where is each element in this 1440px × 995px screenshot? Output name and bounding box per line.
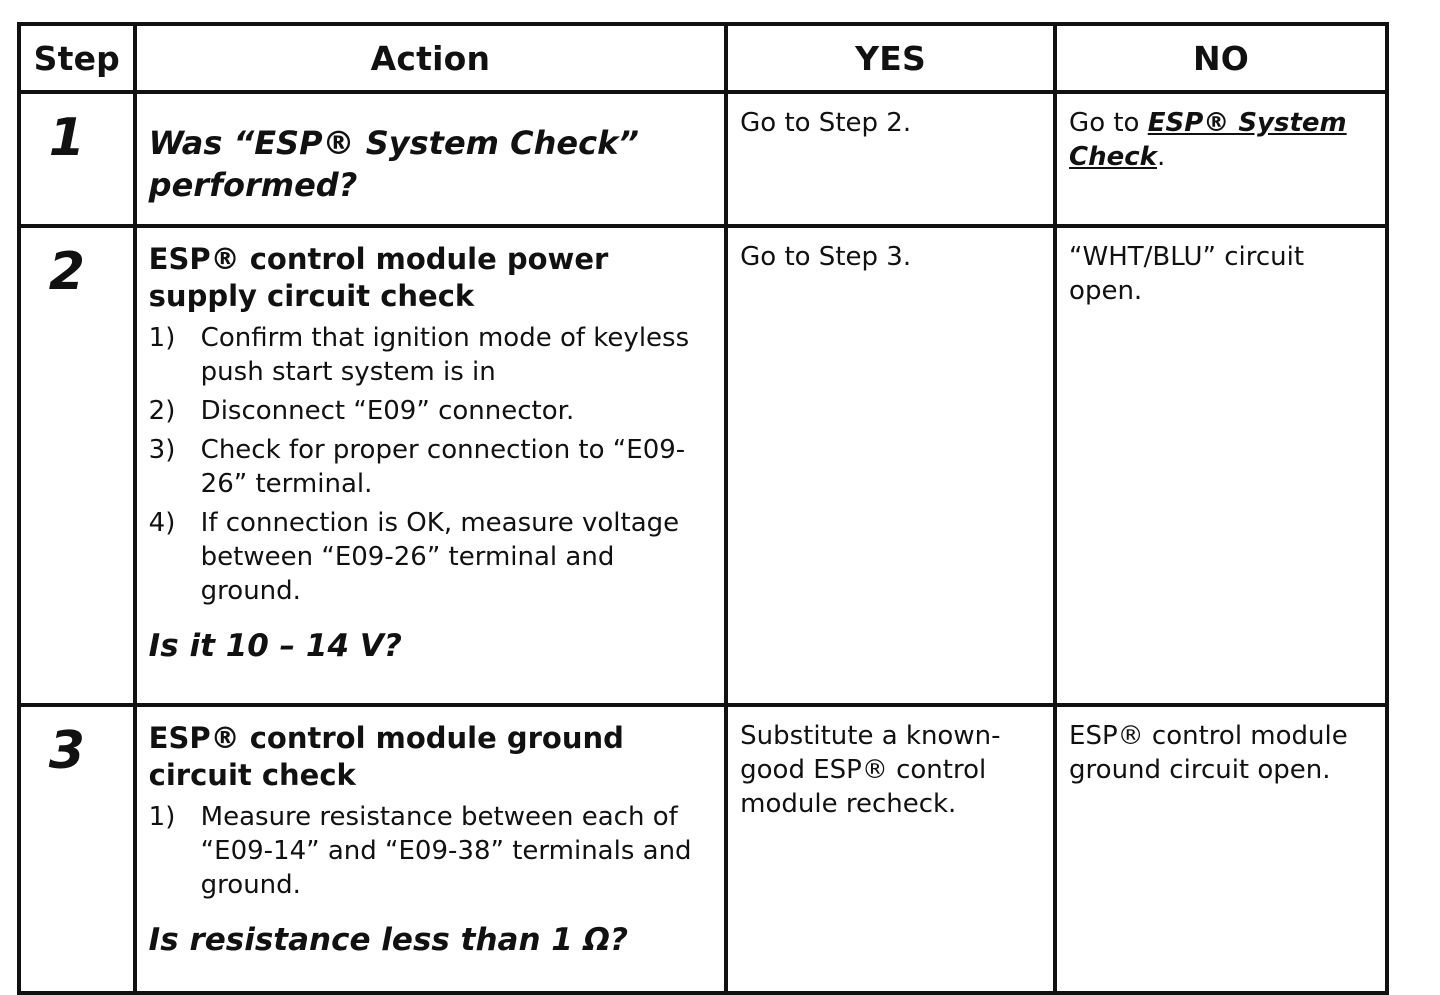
step-cell xyxy=(19,705,135,993)
table-header-row xyxy=(19,24,1387,92)
no-cell xyxy=(1055,226,1387,705)
action-cell xyxy=(135,92,726,226)
no-text: “WHT/BLU” circuit open. xyxy=(1069,242,1305,306)
step-number: 1 xyxy=(48,108,85,168)
list-item xyxy=(149,800,712,902)
list-item xyxy=(149,394,712,428)
item-number: 3) xyxy=(148,435,176,465)
action-cell xyxy=(135,705,726,993)
table-row xyxy=(19,705,1387,993)
action-steps-list xyxy=(149,800,712,902)
item-text: Disconnect “E09” connector. xyxy=(200,396,575,426)
step-question: Is resistance less than 1 Ω? xyxy=(148,922,629,958)
item-text: Confirm that ignition mode of keyless push start system is in xyxy=(200,323,690,387)
no-cell xyxy=(1055,92,1387,226)
item-number: 2) xyxy=(148,396,176,426)
item-number: 1) xyxy=(148,802,176,832)
step-cell xyxy=(19,92,135,226)
step-question: Is it 10 – 14 V? xyxy=(148,628,402,664)
action-title: ESP® control module power supply circuit check xyxy=(148,242,609,313)
header-yes: YES xyxy=(726,24,1055,92)
table-row xyxy=(19,226,1387,705)
no-text: ESP® control module ground circuit open. xyxy=(1069,721,1348,785)
step-cell xyxy=(19,226,135,705)
list-item xyxy=(149,321,712,389)
item-text: Measure resistance between each of “E09-14” and “E09-38” terminals and ground. xyxy=(200,802,692,900)
action-cell xyxy=(135,226,726,705)
list-item xyxy=(149,433,712,501)
header-step: Step xyxy=(19,24,135,92)
action-title: ESP® control module ground circuit check xyxy=(148,721,624,792)
yes-text: Substitute a known-good ESP® control module recheck. xyxy=(740,721,1001,819)
yes-text: Go to Step 3. xyxy=(740,242,912,272)
no-cell xyxy=(1055,705,1387,993)
no-text-suffix: . xyxy=(1156,142,1166,172)
action-steps-list xyxy=(149,321,712,608)
yes-text: Go to Step 2. xyxy=(740,108,912,138)
item-text: Check for proper connection to “E09-26” terminal. xyxy=(200,435,686,499)
step-question: Was “ESP® System Check” performed? xyxy=(148,124,639,204)
yes-cell xyxy=(726,226,1055,705)
no-text-prefix: Go to xyxy=(1069,108,1148,138)
step-number: 2 xyxy=(48,242,85,302)
yes-cell xyxy=(726,92,1055,226)
yes-cell xyxy=(726,705,1055,993)
header-action: Action xyxy=(135,24,726,92)
esp-system-check-link[interactable]: ESP® System Check xyxy=(1069,108,1347,172)
item-number: 1) xyxy=(148,323,176,353)
header-no: NO xyxy=(1055,24,1387,92)
list-item xyxy=(149,506,712,608)
item-text: If connection is OK, measure voltage between “E09-26” terminal and ground. xyxy=(200,508,680,606)
item-number: 4) xyxy=(148,508,176,538)
step-number: 3 xyxy=(48,721,85,781)
diagnostic-table xyxy=(17,22,1389,995)
table-row xyxy=(19,92,1387,226)
